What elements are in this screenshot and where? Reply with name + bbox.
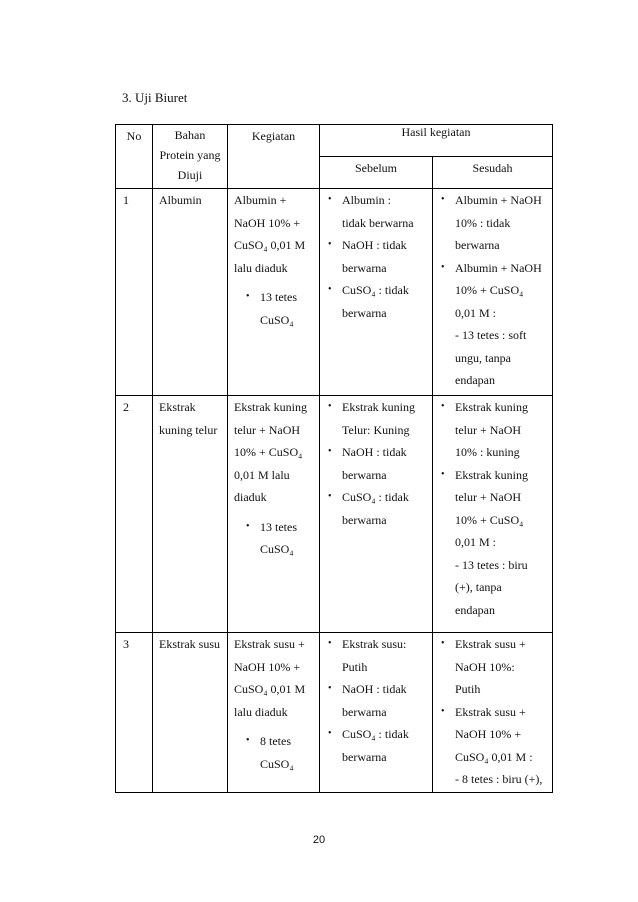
list-item [326,486,428,531]
cell-line: berwarna [342,467,387,482]
list-item [439,464,548,622]
cell-line: NaOH : tidak [342,682,407,696]
cell-bahan [153,189,228,396]
header-bahan-line: Diuji [177,168,203,182]
sebelum-bullet-list [326,633,428,768]
cell-line: CuSO₄ 0,01 M [234,238,306,252]
bullet-icon: • [328,239,332,250]
bullet-icon: • [328,284,332,295]
cell-line: NaOH 10% + [234,659,301,674]
bullet-icon: • [441,468,445,480]
cell-line: berwarna [342,704,387,719]
cell-line: berwarna [342,749,387,764]
bullet-icon: • [441,194,445,205]
cell-line: Ekstrak kuning [455,467,528,482]
bullet-icon: • [328,728,332,739]
list-item [234,286,315,331]
cell-line: 10% : tidak [455,215,511,230]
sesudah-bullet-list [439,633,548,791]
cell-line: Ekstrak susu [159,637,220,651]
cell-line: 13 tetes [260,290,297,304]
cell-line: CuSO₄ 0,01 M : [455,749,533,764]
cell-line: - 13 tetes : soft [455,328,527,342]
cell-line: telur + NaOH [455,490,522,504]
header-hasil-kegiatan: Hasil kegiatan [320,125,553,157]
list-item [326,279,428,324]
list-item [326,678,428,723]
cell-line: NaOH : tidak [342,238,407,252]
cell-line: berwarna [342,260,387,275]
cell-line: diaduk [234,490,267,504]
bullet-icon: • [441,261,445,273]
cell-line: Ekstrak susu + [455,704,526,719]
cell-sesudah [433,189,553,396]
bullet-icon: • [246,735,250,746]
cell-line: 0,01 M : [455,535,497,549]
cell-line: Albumin + NaOH [455,193,542,207]
page-number: 20 [312,834,326,846]
cell-line: Ekstrak susu: [342,637,407,651]
cell-line: - 8 tetes : biru (+), [455,772,543,786]
cell-line: telur + NaOH [234,422,301,437]
list-item [326,234,428,279]
cell-line: 10% + CuSO₄ [455,283,524,297]
bullet-icon: • [441,705,445,717]
cell-line: CuSO₄ [260,756,294,771]
list-item [234,730,315,775]
cell-no: 1 [116,189,153,396]
list-item [326,633,428,678]
bullet-icon: • [328,638,332,649]
bullet-icon: • [441,401,445,412]
cell-line: NaOH 10% + [234,215,301,230]
table-body [116,189,553,793]
sebelum-bullet-list [326,189,428,324]
cell-line: kuning telur [159,422,218,437]
list-item [326,396,428,441]
cell-line: CuSO₄ 0,01 M [234,682,306,696]
cell-kegiatan [228,396,320,633]
cell-line: NaOH 10% + [455,727,522,741]
cell-line: CuSO₄ [260,312,294,327]
list-item [439,701,548,791]
cell-line: berwarna [455,238,500,252]
cell-line: berwarna [342,305,387,320]
bullet-icon: • [328,194,332,205]
bullet-icon: • [246,520,250,532]
list-item [326,189,428,234]
list-item [326,723,428,768]
cell-line: CuSO₄ : tidak [342,727,409,741]
section-heading: 3. Uji Biuret [122,90,188,105]
list-item [439,189,548,257]
table-row [116,396,553,633]
cell-line: 10% + CuSO₄ [234,445,303,459]
cell-line: 13 tetes [260,519,297,534]
header-sesudah: Sesudah [433,157,553,189]
list-item [439,257,548,392]
list-item [439,633,548,701]
cell-line: (+), tanpa [455,580,502,594]
cell-line: NaOH : tidak [342,445,407,459]
list-item [234,516,315,561]
cell-no: 3 [116,633,153,793]
cell-line: CuSO₄ : tidak [342,283,409,297]
cell-no: 2 [116,396,153,633]
header-bahan-line: Protein yang [159,148,221,162]
cell-line: Ekstrak [159,400,196,414]
biuret-results-table [115,124,553,793]
cell-sesudah [433,633,553,793]
cell-kegiatan [228,189,320,396]
kegiatan-bullet-list [234,730,315,775]
cell-sebelum [320,633,433,793]
cell-line: 0,01 M : [455,305,497,320]
cell-line: 10% : kuning [455,445,520,459]
cell-line: endapan [455,602,495,617]
cell-sesudah [433,396,553,633]
bullet-icon: • [328,683,332,694]
cell-line: - 13 tetes : biru [455,557,528,572]
cell-line: Ekstrak kuning [234,400,307,414]
cell-line: ungu, tanpa [455,350,511,365]
kegiatan-bullet-list [234,516,315,561]
cell-sebelum [320,396,433,633]
header-sebelum: Sebelum [320,157,433,189]
cell-line: telur + NaOH [455,422,522,437]
cell-line: Albumin : [342,193,392,207]
cell-line: Albumin [159,193,202,207]
cell-line: 0,01 M lalu [234,467,290,482]
cell-line: endapan [455,373,495,387]
cell-kegiatan [228,633,320,793]
cell-line: Ekstrak kuning [455,400,528,414]
header-kegiatan: Kegiatan [228,125,320,189]
list-item [439,396,548,464]
cell-line: Ekstrak susu + [234,637,305,651]
cell-line: 10% + CuSO₄ [455,512,524,527]
header-bahan-line: Bahan [174,128,206,142]
cell-bahan [153,633,228,793]
cell-line: NaOH 10%: [455,659,515,674]
cell-sebelum [320,189,433,396]
cell-line: 8 tetes [260,734,291,748]
bullet-icon: • [328,491,332,502]
bullet-icon: • [328,401,332,412]
cell-line: CuSO₄ [260,542,294,556]
cell-line: lalu diaduk [234,704,288,719]
cell-bahan [153,396,228,633]
cell-line: Putih [455,682,481,696]
list-item [326,441,428,486]
cell-line: lalu diaduk [234,260,288,275]
bullet-icon: • [328,446,332,457]
cell-line: Telur: Kuning [342,422,410,437]
header-no: No [116,125,153,189]
sebelum-bullet-list [326,396,428,531]
sesudah-bullet-list [439,189,548,392]
bullet-icon: • [246,291,250,302]
table-row [116,189,553,396]
kegiatan-bullet-list [234,286,315,331]
cell-line: Albumin + NaOH [455,260,542,275]
cell-line: Putih [342,659,368,674]
cell-line: Ekstrak kuning [342,400,415,414]
sesudah-bullet-list [439,396,548,621]
table-row [116,633,553,793]
cell-line: Albumin + [234,193,287,207]
cell-line: Ekstrak susu + [455,637,526,651]
header-bahan [153,125,228,189]
cell-line: berwarna [342,512,387,527]
bullet-icon: • [441,638,445,649]
cell-line: tidak berwarna [342,215,414,230]
cell-line: CuSO₄ : tidak [342,490,409,504]
